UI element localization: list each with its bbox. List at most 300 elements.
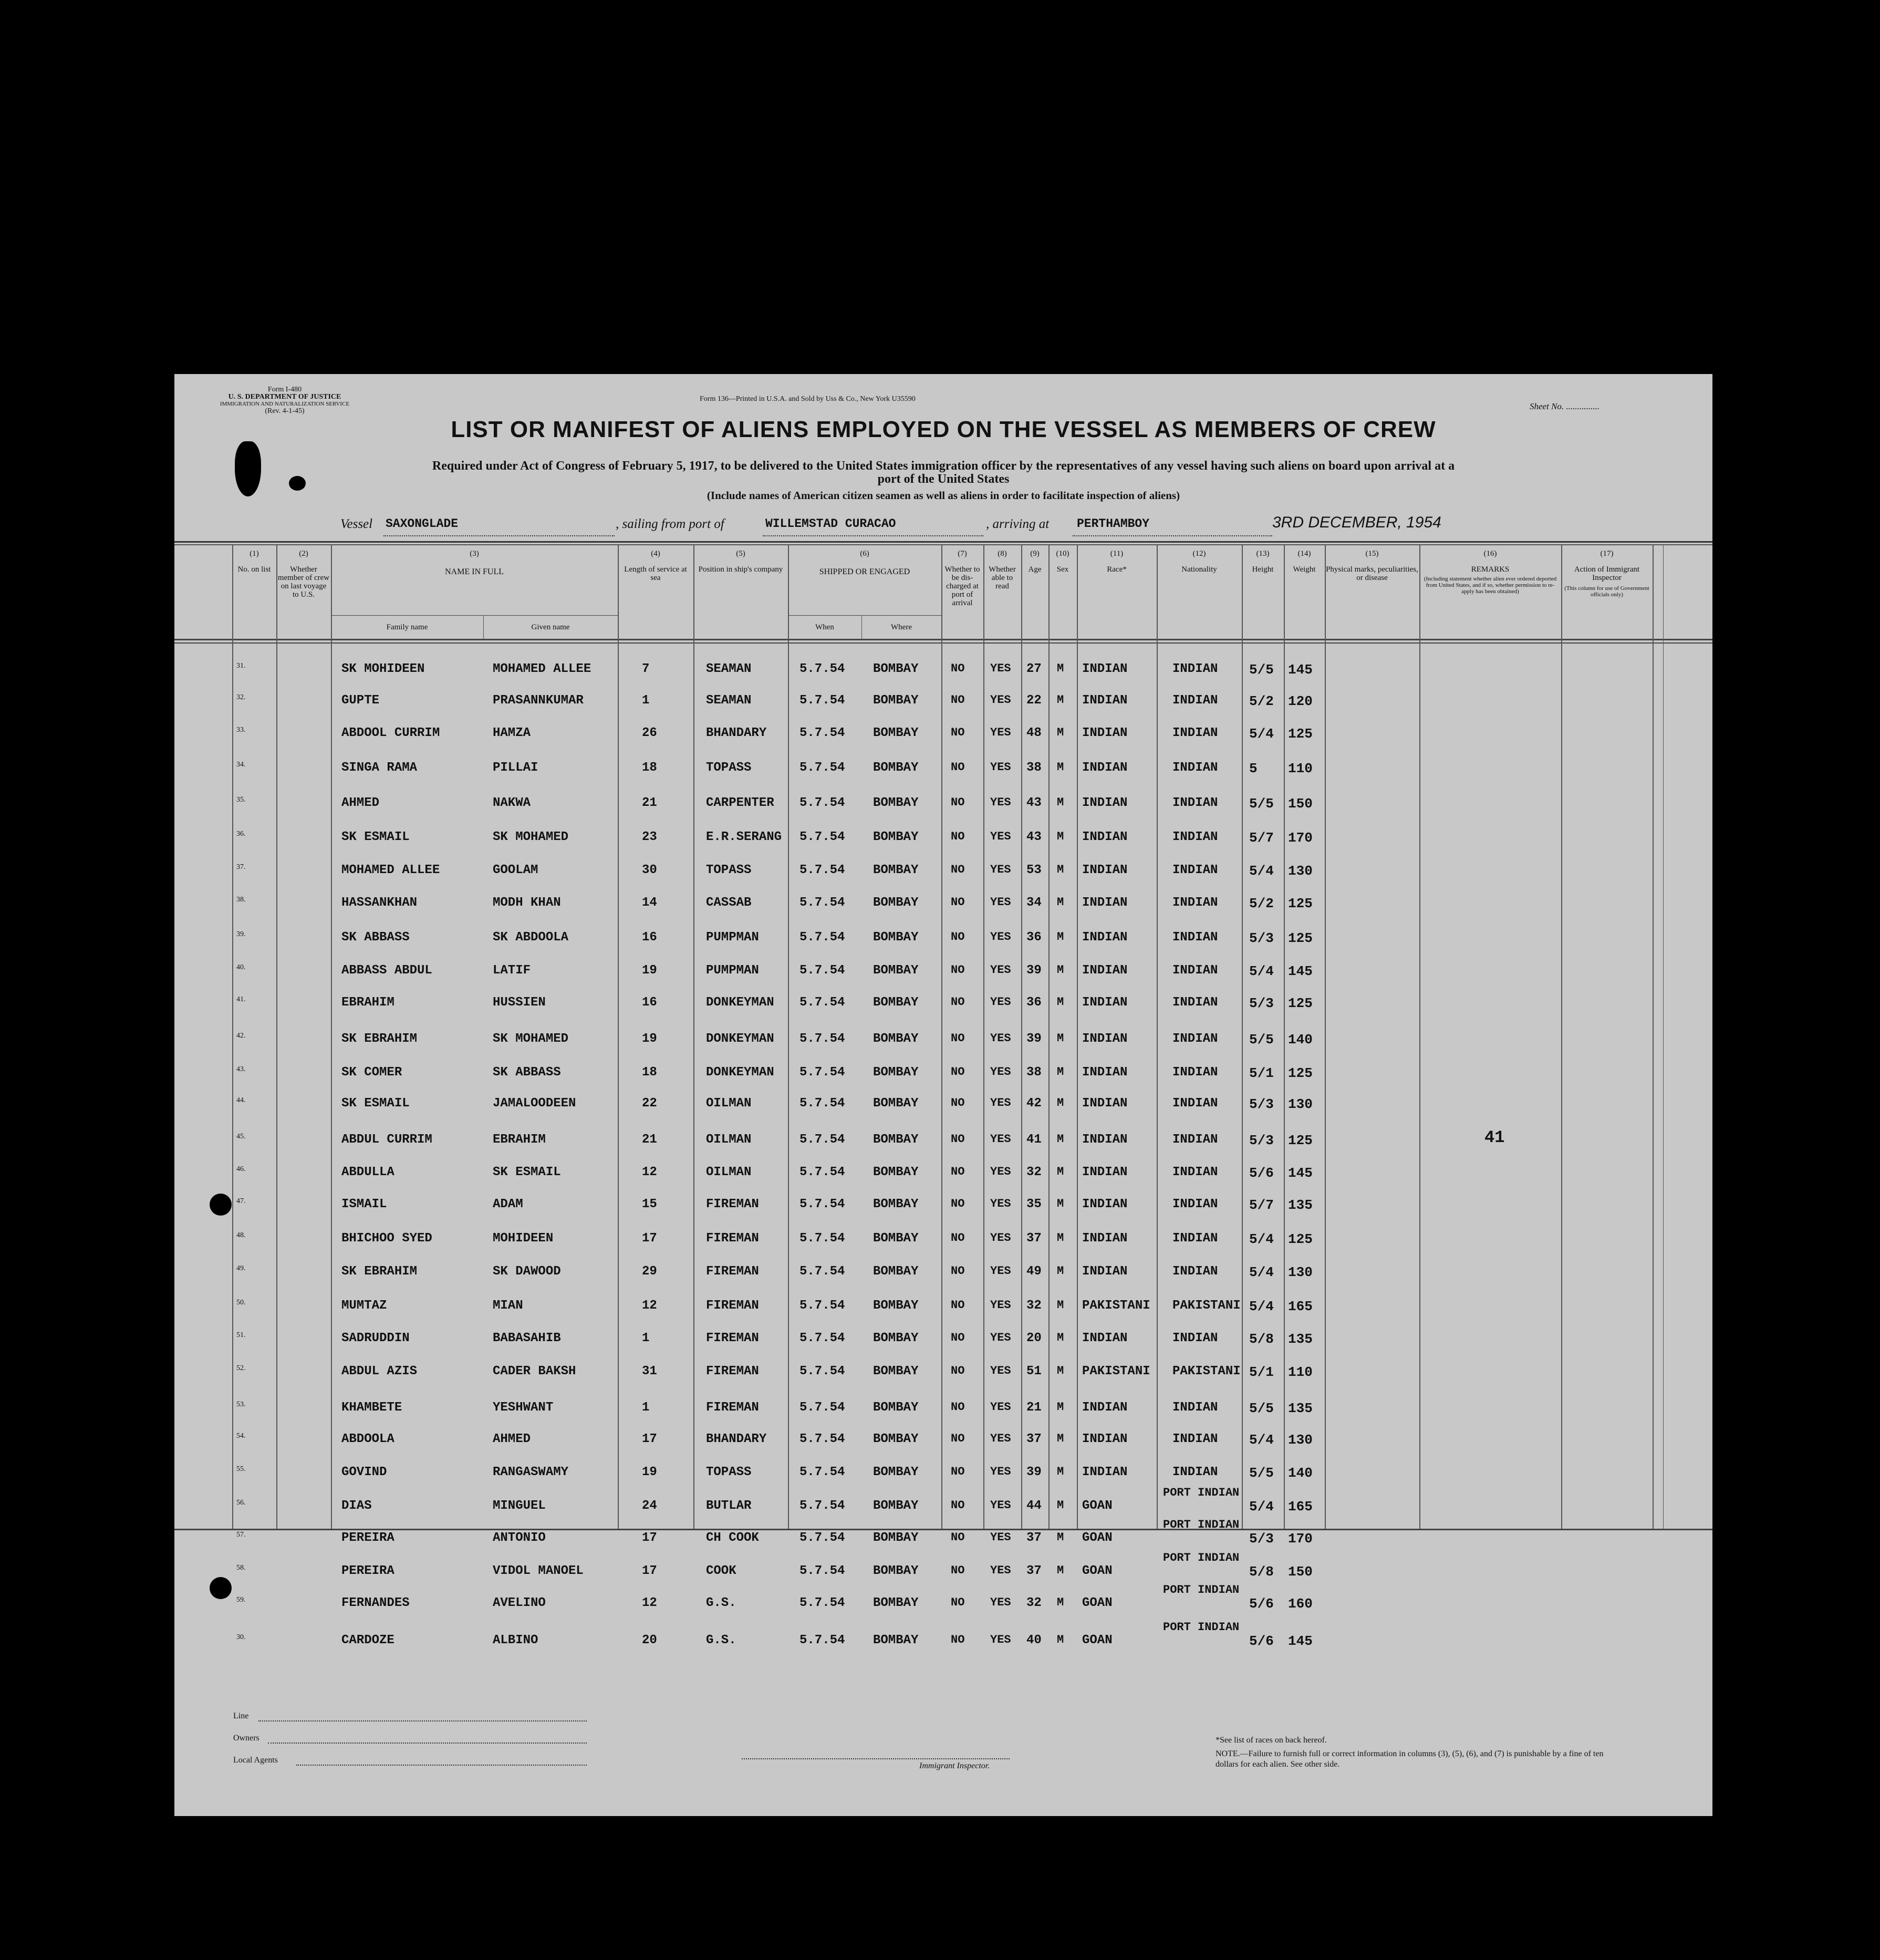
cell-race: INDIAN bbox=[1082, 1032, 1128, 1046]
cell-age: 35 bbox=[1026, 1197, 1042, 1211]
cell-age: 37 bbox=[1026, 1531, 1042, 1545]
cell-sex: M bbox=[1057, 1096, 1064, 1109]
ink-blot-small bbox=[289, 476, 306, 491]
column-header-c13: Height bbox=[1252, 565, 1274, 574]
cell-sex: M bbox=[1057, 1531, 1064, 1544]
cell-weight: 125 bbox=[1288, 1133, 1313, 1148]
cell-family: ABBASS ABDUL bbox=[341, 963, 432, 978]
cell-race: GOAN bbox=[1082, 1596, 1113, 1610]
cell-read: YES bbox=[990, 1065, 1011, 1078]
cell-race: INDIAN bbox=[1082, 1165, 1128, 1179]
column-rule bbox=[1157, 544, 1158, 1529]
cell-weight: 125 bbox=[1288, 1065, 1313, 1081]
cell-weight: 130 bbox=[1288, 1096, 1313, 1112]
column-number: (6) bbox=[860, 549, 869, 558]
cell-age: 38 bbox=[1026, 1065, 1042, 1080]
cell-read: YES bbox=[990, 1633, 1011, 1646]
cell-disch: NO bbox=[951, 1432, 965, 1445]
table-row bbox=[174, 1529, 1712, 1550]
cell-no: 38. bbox=[236, 896, 246, 904]
cell-where: BOMBAY bbox=[873, 1531, 919, 1545]
cell-disch: NO bbox=[951, 1165, 965, 1178]
cell-nat: INDIAN bbox=[1172, 1401, 1218, 1415]
column-header-c15: Physical marks, peculiarities, or disease bbox=[1326, 565, 1418, 582]
cell-where: BOMBAY bbox=[873, 1564, 919, 1578]
cell-where: BOMBAY bbox=[873, 963, 919, 978]
cell-height: 5/5 bbox=[1249, 662, 1274, 678]
cell-family: HASSANKHAN bbox=[341, 896, 418, 910]
sailing-port: WILLEMSTAD CURACAO bbox=[765, 517, 896, 531]
cell-where: BOMBAY bbox=[873, 1032, 919, 1046]
table-row bbox=[174, 1297, 1712, 1318]
cell-race: INDIAN bbox=[1082, 1133, 1128, 1147]
cell-height: 5/6 bbox=[1249, 1633, 1274, 1649]
cell-sex: M bbox=[1057, 1401, 1064, 1414]
cell-nat: INDIAN bbox=[1172, 863, 1218, 877]
cell-family: SK ABBASS bbox=[341, 930, 410, 945]
column-number: (14) bbox=[1297, 549, 1311, 558]
footer-owners-label: Owners bbox=[233, 1734, 259, 1743]
column-header-c16: REMARKS bbox=[1471, 565, 1510, 574]
cell-family: ABDUL CURRIM bbox=[341, 1133, 432, 1147]
cell-where: BOMBAY bbox=[873, 693, 919, 708]
cell-disch: NO bbox=[951, 995, 965, 1009]
cell-family: ABDULLA bbox=[341, 1165, 394, 1179]
cell-when: 5.7.54 bbox=[799, 1531, 845, 1545]
cell-sex: M bbox=[1057, 995, 1064, 1009]
cell-where: BOMBAY bbox=[873, 1065, 919, 1080]
column-rule bbox=[1048, 544, 1050, 1529]
column-rule bbox=[1663, 544, 1664, 1529]
cell-when: 5.7.54 bbox=[799, 1165, 845, 1179]
cell-weight: 130 bbox=[1288, 863, 1313, 879]
cell-sex: M bbox=[1057, 930, 1064, 943]
cell-disch: NO bbox=[951, 693, 965, 707]
sheet-number: Sheet No. ............... bbox=[1530, 401, 1600, 411]
cell-read: YES bbox=[990, 896, 1011, 909]
cell-position: FIREMAN bbox=[706, 1364, 759, 1378]
cell-height: 5/4 bbox=[1249, 863, 1274, 879]
cell-service: 18 bbox=[642, 1065, 657, 1080]
page-title: LIST OR MANIFEST OF ALIENS EMPLOYED ON THE VESSEL AS MEMBERS OF CREW bbox=[451, 417, 1436, 442]
cell-no: 37. bbox=[236, 863, 246, 871]
cell-service: 21 bbox=[642, 1133, 657, 1147]
cell-service: 17 bbox=[642, 1231, 657, 1246]
cell-position: DONKEYMAN bbox=[706, 995, 774, 1010]
cell-race: INDIAN bbox=[1082, 1401, 1128, 1415]
cell-position: DONKEYMAN bbox=[706, 1032, 774, 1046]
column-header-c6b: Where bbox=[891, 623, 912, 631]
column-rule bbox=[983, 544, 984, 1529]
cell-sex: M bbox=[1057, 1633, 1064, 1646]
table-row bbox=[174, 1163, 1712, 1184]
cell-family: SK EBRAHIM bbox=[341, 1032, 418, 1046]
cell-given: ANTONIO bbox=[493, 1531, 546, 1545]
cell-age: 36 bbox=[1026, 995, 1042, 1010]
cell-age: 39 bbox=[1026, 1032, 1042, 1046]
cell-race: INDIAN bbox=[1082, 1197, 1128, 1211]
cell-weight: 165 bbox=[1288, 1299, 1313, 1314]
cell-when: 5.7.54 bbox=[799, 963, 845, 978]
cell-when: 5.7.54 bbox=[799, 796, 845, 810]
cell-given: HAMZA bbox=[493, 726, 531, 740]
cell-family: SK EBRAHIM bbox=[341, 1264, 418, 1279]
cell-read: YES bbox=[990, 1401, 1011, 1414]
cell-position: CASSAB bbox=[706, 896, 752, 910]
column-number: (5) bbox=[736, 549, 745, 558]
cell-race: GOAN bbox=[1082, 1531, 1113, 1545]
cell-when: 5.7.54 bbox=[799, 761, 845, 775]
cell-no: 32. bbox=[236, 693, 246, 701]
cell-weight: 125 bbox=[1288, 1231, 1313, 1247]
cell-no: 53. bbox=[236, 1401, 246, 1408]
cell-position: FIREMAN bbox=[706, 1264, 759, 1279]
cell-service: 16 bbox=[642, 930, 657, 945]
table-row bbox=[174, 1463, 1712, 1484]
table-row bbox=[174, 1497, 1712, 1518]
cell-when: 5.7.54 bbox=[799, 1564, 845, 1578]
column-header-c3b: Given name bbox=[531, 623, 570, 631]
arriving-label: , arriving at bbox=[986, 517, 1050, 531]
cell-where: BOMBAY bbox=[873, 761, 919, 775]
cell-nat: INDIAN bbox=[1172, 930, 1218, 945]
cell-where: BOMBAY bbox=[873, 1633, 919, 1647]
cell-race: INDIAN bbox=[1082, 1096, 1128, 1111]
cell-no: 30. bbox=[236, 1633, 246, 1641]
cell-service: 20 bbox=[642, 1633, 657, 1647]
column-header-c12: Nationality bbox=[1181, 565, 1217, 574]
column-rule bbox=[618, 544, 619, 1529]
cell-position: FIREMAN bbox=[706, 1331, 759, 1345]
cell-disch: NO bbox=[951, 1401, 965, 1414]
column-header-c1: No. on list bbox=[237, 565, 271, 574]
cell-sex: M bbox=[1057, 1065, 1064, 1078]
cell-disch: NO bbox=[951, 1531, 965, 1544]
cell-sex: M bbox=[1057, 726, 1064, 739]
cell-height: 5/7 bbox=[1249, 830, 1274, 846]
cell-given: PRASANNKUMAR bbox=[493, 693, 584, 708]
cell-age: 51 bbox=[1026, 1364, 1042, 1378]
revision: (Rev. 4-1-45) bbox=[265, 407, 305, 415]
cell-nat: PAKISTANI bbox=[1172, 1299, 1241, 1313]
column-rule bbox=[331, 544, 332, 1529]
cell-nat: PORT INDIAN bbox=[1163, 1621, 1240, 1634]
cell-service: 16 bbox=[642, 995, 657, 1010]
cell-read: YES bbox=[990, 796, 1011, 809]
cell-service: 1 bbox=[642, 1401, 650, 1415]
cell-family: AHMED bbox=[341, 796, 380, 810]
cell-sex: M bbox=[1057, 1364, 1064, 1377]
cell-position: OILMAN bbox=[706, 1133, 752, 1147]
cell-height: 5/1 bbox=[1249, 1364, 1274, 1380]
cell-sex: M bbox=[1057, 1231, 1064, 1245]
cell-height: 5/2 bbox=[1249, 693, 1274, 709]
cell-race: INDIAN bbox=[1082, 863, 1128, 877]
cell-no: 45. bbox=[236, 1133, 246, 1140]
cell-family: KHAMBETE bbox=[341, 1401, 402, 1415]
cell-when: 5.7.54 bbox=[799, 693, 845, 708]
cell-weight: 120 bbox=[1288, 693, 1313, 709]
column-header-c16-note: (Including statement whether alien ever ordered deported from United States, and if so, whether permission to re-apply has been obtained) bbox=[1424, 576, 1557, 595]
cell-position: OILMAN bbox=[706, 1096, 752, 1111]
cell-no: 39. bbox=[236, 930, 246, 938]
required-line-2: port of the United States bbox=[877, 472, 1010, 486]
cell-given: EBRAHIM bbox=[493, 1133, 546, 1147]
column-header-c4: Length of service at sea bbox=[624, 565, 687, 582]
cell-given: BABASAHIB bbox=[493, 1331, 561, 1345]
cell-service: 19 bbox=[642, 963, 657, 978]
cell-no: 50. bbox=[236, 1299, 246, 1306]
cell-no: 48. bbox=[236, 1231, 246, 1239]
cell-family: DIAS bbox=[341, 1499, 372, 1513]
cell-age: 20 bbox=[1026, 1331, 1042, 1345]
subheader-rule bbox=[483, 615, 484, 639]
column-header-c9: Age bbox=[1028, 565, 1042, 574]
cell-age: 40 bbox=[1026, 1633, 1042, 1647]
voyage-line bbox=[174, 514, 1712, 537]
cell-nat: INDIAN bbox=[1172, 662, 1218, 676]
cell-service: 26 bbox=[642, 726, 657, 740]
cell-no: 49. bbox=[236, 1264, 246, 1272]
cell-weight: 135 bbox=[1288, 1197, 1313, 1213]
cell-read: YES bbox=[990, 761, 1011, 774]
cell-when: 5.7.54 bbox=[799, 1032, 845, 1046]
cell-given: MIAN bbox=[493, 1299, 523, 1313]
cell-where: BOMBAY bbox=[873, 1499, 919, 1513]
cell-where: BOMBAY bbox=[873, 930, 919, 945]
cell-sex: M bbox=[1057, 830, 1064, 843]
cell-service: 15 bbox=[642, 1197, 657, 1211]
cell-disch: NO bbox=[951, 1465, 965, 1478]
cell-no: 52. bbox=[236, 1364, 246, 1372]
cell-family: ABDOOL CURRIM bbox=[341, 726, 440, 740]
cell-where: BOMBAY bbox=[873, 662, 919, 676]
cell-given: GOOLAM bbox=[493, 863, 538, 877]
cell-sex: M bbox=[1057, 1564, 1064, 1577]
agents-dotline bbox=[296, 1764, 587, 1766]
cell-height: 5/5 bbox=[1249, 1401, 1274, 1416]
table-row bbox=[174, 1195, 1712, 1216]
cell-sex: M bbox=[1057, 1165, 1064, 1178]
cell-no: 58. bbox=[236, 1564, 246, 1572]
cell-disch: NO bbox=[951, 963, 965, 977]
cell-when: 5.7.54 bbox=[799, 1401, 845, 1415]
cell-height: 5/3 bbox=[1249, 930, 1274, 946]
cell-nat: INDIAN bbox=[1172, 896, 1218, 910]
subheader-rule bbox=[861, 615, 862, 639]
cell-given: MINGUEL bbox=[493, 1499, 546, 1513]
cell-weight: 170 bbox=[1288, 1531, 1313, 1547]
cell-race: INDIAN bbox=[1082, 761, 1128, 775]
cell-age: 38 bbox=[1026, 761, 1042, 775]
cell-age: 37 bbox=[1026, 1231, 1042, 1246]
cell-when: 5.7.54 bbox=[799, 1364, 845, 1378]
table-row bbox=[174, 1398, 1712, 1419]
sailing-label: , sailing from port of bbox=[616, 517, 724, 531]
punch-hole bbox=[210, 1194, 232, 1216]
cell-where: BOMBAY bbox=[873, 1197, 919, 1211]
cell-weight: 135 bbox=[1288, 1401, 1313, 1416]
column-number: (12) bbox=[1192, 549, 1206, 558]
cell-service: 19 bbox=[642, 1465, 657, 1479]
cell-age: 32 bbox=[1026, 1165, 1042, 1179]
cell-given: MOHIDEEN bbox=[493, 1231, 554, 1246]
column-rule bbox=[1021, 544, 1022, 1529]
arrival-date: 3RD DECEMBER, 1954 bbox=[1272, 514, 1441, 531]
cell-race: INDIAN bbox=[1082, 963, 1128, 978]
cell-disch: NO bbox=[951, 1364, 965, 1377]
cell-where: BOMBAY bbox=[873, 1364, 919, 1378]
column-header-c7: Whether to be dis-charged at port of arrival bbox=[944, 565, 980, 607]
cell-nat: PORT INDIAN bbox=[1163, 1518, 1240, 1531]
cell-where: BOMBAY bbox=[873, 1096, 919, 1111]
cell-height: 5/4 bbox=[1249, 726, 1274, 742]
cell-age: 49 bbox=[1026, 1264, 1042, 1279]
cell-nat: INDIAN bbox=[1172, 693, 1218, 708]
cell-height: 5/4 bbox=[1249, 963, 1274, 979]
cell-age: 32 bbox=[1026, 1596, 1042, 1610]
cell-given: NAKWA bbox=[493, 796, 531, 810]
cell-family: BHICHOO SYED bbox=[341, 1231, 432, 1246]
cell-disch: NO bbox=[951, 1299, 965, 1312]
punch-hole bbox=[210, 1577, 232, 1599]
column-number: (2) bbox=[299, 549, 308, 558]
cell-where: BOMBAY bbox=[873, 1133, 919, 1147]
table-row bbox=[174, 1562, 1712, 1583]
cell-position: SEAMAN bbox=[706, 693, 752, 708]
cell-race: INDIAN bbox=[1082, 1065, 1128, 1080]
line-dotline bbox=[258, 1720, 587, 1722]
cell-height: 5/4 bbox=[1249, 1299, 1274, 1314]
cell-race: PAKISTANI bbox=[1082, 1364, 1150, 1378]
cell-position: G.S. bbox=[706, 1633, 736, 1647]
cell-given: ADAM bbox=[493, 1197, 523, 1211]
cell-read: YES bbox=[990, 963, 1011, 977]
cell-disch: NO bbox=[951, 761, 965, 774]
cell-race: INDIAN bbox=[1082, 830, 1128, 844]
cell-given: HUSSIEN bbox=[493, 995, 546, 1010]
cell-race: INDIAN bbox=[1082, 1331, 1128, 1345]
column-number: (11) bbox=[1110, 549, 1124, 558]
cell-no: 47. bbox=[236, 1197, 246, 1205]
cell-position: SEAMAN bbox=[706, 662, 752, 676]
cell-sex: M bbox=[1057, 1432, 1064, 1445]
column-header-c17: Action of Immigrant Inspector bbox=[1574, 565, 1640, 582]
cell-no: 36. bbox=[236, 830, 246, 838]
subheader-rule bbox=[788, 615, 941, 616]
cell-age: 42 bbox=[1026, 1096, 1042, 1111]
cell-where: BOMBAY bbox=[873, 1299, 919, 1313]
cell-age: 37 bbox=[1026, 1432, 1042, 1446]
column-number: (8) bbox=[998, 549, 1007, 558]
cell-position: G.S. bbox=[706, 1596, 736, 1610]
cell-read: YES bbox=[990, 830, 1011, 843]
cell-weight: 145 bbox=[1288, 1633, 1313, 1649]
cell-disch: NO bbox=[951, 830, 965, 843]
cell-service: 23 bbox=[642, 830, 657, 844]
cell-disch: NO bbox=[951, 1096, 965, 1109]
cell-family: GOVIND bbox=[341, 1465, 387, 1479]
cell-disch: NO bbox=[951, 662, 965, 675]
cell-age: 27 bbox=[1026, 662, 1042, 676]
cell-disch: NO bbox=[951, 1633, 965, 1646]
cell-no: 35. bbox=[236, 796, 246, 804]
column-header-c5: Position in ship's company bbox=[698, 565, 783, 574]
cell-service: 18 bbox=[642, 761, 657, 775]
cell-service: 21 bbox=[642, 796, 657, 810]
footer-agents-label: Local Agents bbox=[233, 1756, 278, 1765]
cell-weight: 140 bbox=[1288, 1032, 1313, 1048]
cell-race: INDIAN bbox=[1082, 896, 1128, 910]
cell-family: ISMAIL bbox=[341, 1197, 387, 1211]
penalty-note: NOTE.—Failure to furnish full or correct information in columns (3), (5), (6), and (7) is punishable by a fine of ten dollars for each alien. See other side. bbox=[1216, 1749, 1604, 1769]
cell-when: 5.7.54 bbox=[799, 1231, 845, 1246]
cell-given: SK MOHAMED bbox=[493, 830, 569, 844]
cell-service: 12 bbox=[642, 1299, 657, 1313]
cell-when: 5.7.54 bbox=[799, 662, 845, 676]
cell-read: YES bbox=[990, 693, 1011, 707]
cell-age: 48 bbox=[1026, 726, 1042, 740]
cell-read: YES bbox=[990, 1299, 1011, 1312]
cell-where: BOMBAY bbox=[873, 796, 919, 810]
cell-sex: M bbox=[1057, 863, 1064, 876]
cell-read: YES bbox=[990, 1231, 1011, 1245]
cell-sex: M bbox=[1057, 761, 1064, 774]
column-number: (10) bbox=[1056, 549, 1069, 558]
cell-service: 24 bbox=[642, 1499, 657, 1513]
cell-given: CADER BAKSH bbox=[493, 1364, 576, 1378]
cell-where: BOMBAY bbox=[873, 1465, 919, 1479]
cell-service: 22 bbox=[642, 1096, 657, 1111]
cell-service: 1 bbox=[642, 1331, 650, 1345]
cell-no: 44. bbox=[236, 1096, 246, 1104]
cell-when: 5.7.54 bbox=[799, 726, 845, 740]
cell-family: PEREIRA bbox=[341, 1564, 394, 1578]
manifest-sheet bbox=[174, 374, 1712, 1816]
cell-race: GOAN bbox=[1082, 1633, 1113, 1647]
cell-where: BOMBAY bbox=[873, 863, 919, 877]
cell-nat: INDIAN bbox=[1172, 1465, 1218, 1479]
cell-weight: 125 bbox=[1288, 896, 1313, 911]
footer-line-label: Line bbox=[233, 1712, 249, 1720]
cell-read: YES bbox=[990, 1264, 1011, 1278]
cell-family: CARDOZE bbox=[341, 1633, 394, 1647]
cell-position: BHANDARY bbox=[706, 726, 767, 740]
cell-service: 17 bbox=[642, 1432, 657, 1446]
cell-nat: INDIAN bbox=[1172, 761, 1218, 775]
form-number: Form I-480 bbox=[267, 386, 302, 393]
column-number: (13) bbox=[1256, 549, 1270, 558]
cell-nat: INDIAN bbox=[1172, 1096, 1218, 1111]
cell-age: 32 bbox=[1026, 1299, 1042, 1313]
cell-race: INDIAN bbox=[1082, 726, 1128, 740]
cell-given: SK ABBASS bbox=[493, 1065, 561, 1080]
cell-service: 17 bbox=[642, 1564, 657, 1578]
cell-service: 30 bbox=[642, 863, 657, 877]
ink-blot bbox=[235, 441, 261, 496]
column-rule bbox=[941, 544, 942, 1529]
cell-weight: 110 bbox=[1288, 1364, 1313, 1380]
cell-age: 34 bbox=[1026, 896, 1042, 910]
cell-read: YES bbox=[990, 1596, 1011, 1609]
cell-disch: NO bbox=[951, 1596, 965, 1609]
cell-where: BOMBAY bbox=[873, 1264, 919, 1279]
cell-read: YES bbox=[990, 726, 1011, 739]
cell-service: 12 bbox=[642, 1596, 657, 1610]
cell-disch: NO bbox=[951, 796, 965, 809]
cell-given: JAMALOODEEN bbox=[493, 1096, 576, 1111]
cell-age: 21 bbox=[1026, 1401, 1042, 1415]
